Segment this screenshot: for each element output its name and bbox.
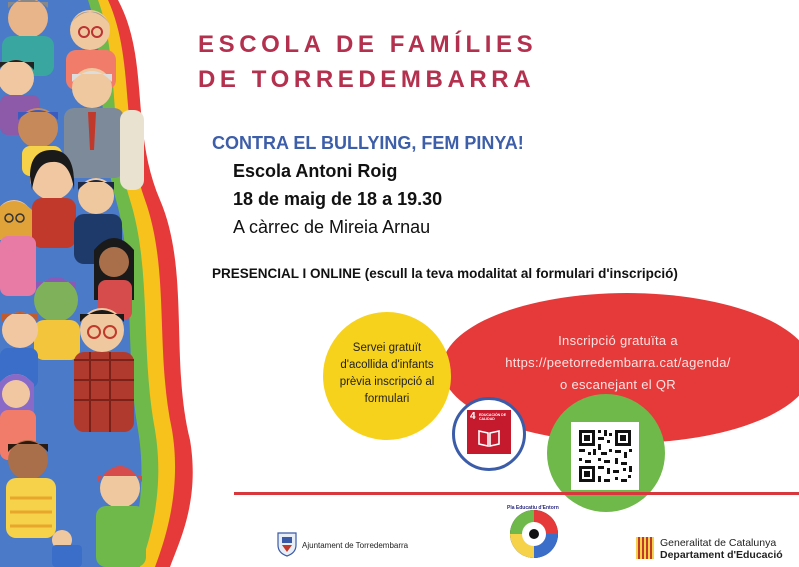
- ajuntament-shield-icon: [276, 531, 298, 557]
- people-illustration: [0, 0, 200, 567]
- footer-divider: [234, 492, 799, 495]
- title-line-2: DE TORREDEMBARRA: [198, 66, 536, 93]
- registration-line: Inscripció gratuïta a: [558, 333, 678, 348]
- childcare-text: [326, 340, 448, 408]
- pla-educatiu-label: Pla Educatiu d'Entorn: [507, 505, 559, 511]
- childcare-line: formulari: [364, 393, 410, 405]
- modality-note: PRESENCIAL I ONLINE (escull la teva modalitat al formulari d'inscripció): [212, 266, 678, 281]
- event-datetime: 18 de maig de 18 a 19.30: [233, 189, 443, 209]
- sdg-4-badge: [467, 410, 511, 454]
- sdg-number: 4: [470, 411, 476, 422]
- event-headline: CONTRA EL BULLYING, FEM PINYA!: [212, 133, 524, 153]
- qr-code-icon: [571, 422, 639, 490]
- book-icon: [477, 428, 501, 448]
- childcare-line: prèvia inscripció al: [339, 376, 435, 388]
- title-line-1: ESCOLA DE FAMÍLIES: [198, 31, 538, 58]
- event-venue: Escola Antoni Roig: [233, 161, 398, 181]
- registration-text: [468, 330, 768, 396]
- qr-code[interactable]: [571, 422, 639, 490]
- event-speaker: A càrrec de Mireia Arnau: [233, 217, 431, 237]
- sdg-label: EDUCACIÓN DE CALIDAD: [479, 413, 507, 421]
- departament-label: Departament d'Educació: [660, 549, 783, 561]
- registration-line: o escanejant el QR: [560, 377, 676, 392]
- ajuntament-label: Ajuntament de Torredembarra: [302, 541, 409, 550]
- registration-link[interactable]: https://peetorredembarra.cat/agenda/: [505, 355, 731, 370]
- pla-educatiu-logo: [506, 504, 562, 562]
- generalitat-emblem-icon: [636, 537, 654, 559]
- childcare-line: d'acollida d'infants: [340, 359, 434, 371]
- childcare-line: Servei gratuït: [352, 342, 422, 354]
- generalitat-label: Generalitat de Catalunya: [660, 537, 777, 549]
